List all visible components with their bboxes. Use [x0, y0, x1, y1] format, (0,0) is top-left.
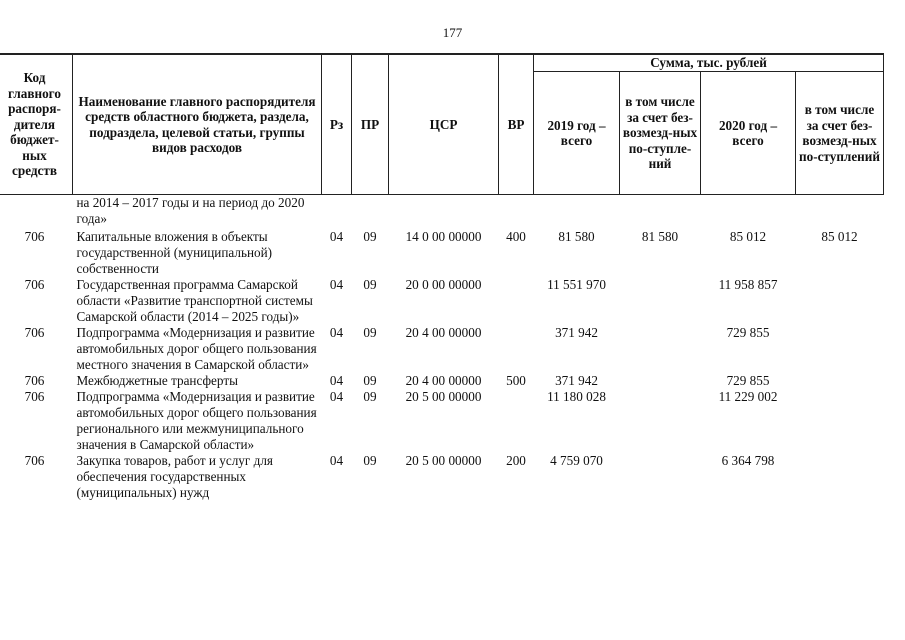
header-name: Наименование главного распорядителя средств областного бюджета, раздела, подраздела, целевой статьи, группы видов расходов — [73, 54, 322, 195]
row-2020-free — [796, 453, 884, 501]
header-rz: Рз — [322, 54, 352, 195]
header-code: Код главного распоря-дителя бюджет-ных средств — [0, 54, 73, 195]
row-2020-free — [796, 325, 884, 373]
table-row — [0, 453, 884, 501]
row-pr: 09 — [363, 277, 377, 292]
row-code: 706 — [24, 373, 45, 388]
row-vr: 200 — [506, 453, 526, 468]
row-name: Государственная программа Самарской области «Развитие транспортной системы Самарской области (2014 – 2025 годы)» — [76, 277, 313, 324]
row-rz: 04 — [329, 453, 344, 468]
header-2019-free: в том числе за счет без-возмезд-ных по-ступле-ний — [620, 72, 701, 195]
row-code: 706 — [24, 277, 45, 292]
row-2020-free — [796, 389, 884, 453]
row-code: 706 — [24, 325, 45, 340]
row-csr: 20 4 00 00000 — [405, 325, 482, 340]
row-vr: 400 — [506, 229, 526, 244]
row-rz: 04 — [329, 389, 344, 404]
row-2019-total: 81 580 — [558, 229, 595, 244]
row-pr: 09 — [363, 389, 377, 404]
row-pr: 09 — [363, 229, 377, 244]
table-header — [0, 54, 884, 195]
row-2019-free — [620, 453, 701, 501]
header-csr: ЦСР — [389, 54, 499, 195]
page-number: 177 — [442, 25, 463, 40]
row-name: Закупка товаров, работ и услуг для обеспечения государственных (муниципальных) нужд — [76, 453, 273, 500]
row-rz: 04 — [329, 325, 344, 340]
table-body — [0, 195, 884, 502]
row-csr: 20 5 00 00000 — [405, 453, 482, 468]
row-pr: 09 — [363, 453, 377, 468]
row-csr: 20 4 00 00000 — [405, 373, 482, 388]
row-vr — [499, 389, 534, 453]
row-name: Межбюджетные трансферты — [76, 373, 238, 388]
row-vr — [499, 325, 534, 373]
row-vr — [499, 277, 534, 325]
row-name: Подпрограмма «Модернизация и развитие автомобильных дорог общего пользования регионального или межмуниципального значения в Самарской области» — [76, 389, 317, 452]
row-vr: 500 — [506, 373, 526, 388]
header-sum: Сумма, тыс. рублей — [534, 54, 884, 72]
row-2019-total: 371 942 — [555, 325, 598, 340]
row-name: Капитальные вложения в объекты государственной (муниципальной) собственности — [76, 229, 273, 276]
continuation-row — [0, 195, 884, 230]
header-pr: ПР — [352, 54, 389, 195]
row-rz: 04 — [329, 229, 344, 244]
row-2019-free: 81 580 — [641, 229, 679, 244]
row-2020-total: 85 012 — [729, 229, 767, 244]
row-2020-total: 729 855 — [726, 373, 770, 388]
header-2020-total: 2020 год – всего — [701, 72, 796, 195]
row-2019-total: 11 180 028 — [547, 389, 606, 404]
row-2019-total: 371 942 — [555, 373, 598, 388]
row-rz: 04 — [329, 373, 344, 388]
row-2020-free — [796, 373, 884, 389]
row-2019-total: 4 759 070 — [550, 453, 603, 468]
row-2020-total: 11 229 002 — [718, 389, 778, 404]
table-row — [0, 325, 884, 373]
row-2020-total: 11 958 857 — [718, 277, 778, 292]
table-row — [0, 389, 884, 453]
row-rz: 04 — [329, 277, 344, 292]
row-2019-free — [620, 325, 701, 373]
table-row — [0, 373, 884, 389]
header-2019-total: 2019 год – всего — [534, 72, 620, 195]
row-name: Подпрограмма «Модернизация и развитие автомобильных дорог общего пользования местного значения в Самарской области» — [76, 325, 317, 372]
row-csr: 20 5 00 00000 — [405, 389, 482, 404]
row-2020-total: 729 855 — [726, 325, 770, 340]
row-2020-free — [796, 277, 884, 325]
row-2019-free — [620, 373, 701, 389]
budget-table — [0, 53, 884, 501]
row-2020-total: 6 364 798 — [721, 453, 775, 468]
row-code: 706 — [24, 389, 45, 404]
row-code: 706 — [24, 453, 45, 468]
continuation-text: на 2014 – 2017 годы и на период до 2020 года» — [76, 195, 305, 226]
table-row — [0, 229, 884, 277]
header-2020-free: в том числе за счет без-возмезд-ных по-ступлений — [796, 72, 884, 195]
row-code: 706 — [24, 229, 45, 244]
row-2019-free — [620, 277, 701, 325]
row-2019-free — [620, 389, 701, 453]
row-csr: 14 0 00 00000 — [405, 229, 482, 244]
header-vr: ВР — [499, 54, 534, 195]
row-pr: 09 — [363, 373, 377, 388]
row-2019-total: 11 551 970 — [547, 277, 606, 292]
row-2020-free: 85 012 — [821, 229, 858, 244]
row-csr: 20 0 00 00000 — [405, 277, 482, 292]
row-pr: 09 — [363, 325, 377, 340]
table-row — [0, 277, 884, 325]
